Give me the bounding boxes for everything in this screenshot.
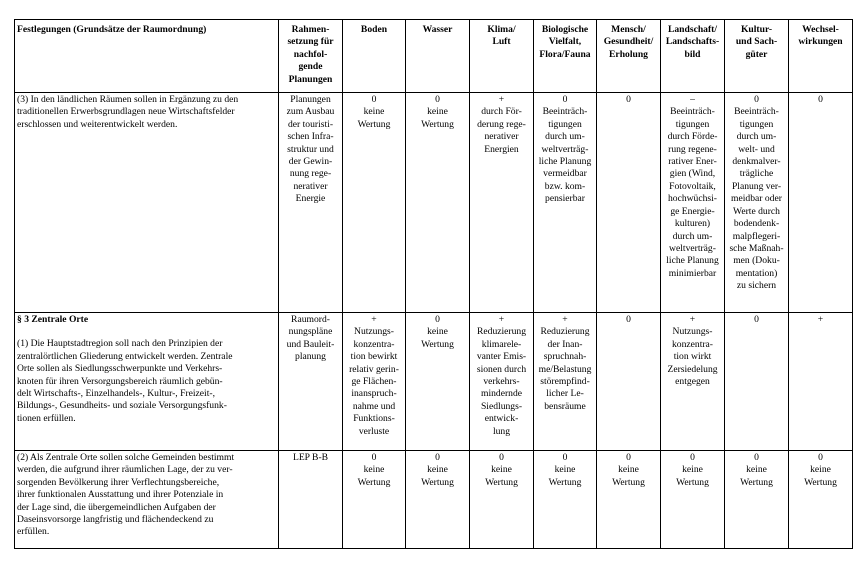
cell-wasser: 0 keine Wertung — [406, 451, 470, 549]
header-mensch-gesundheit: Mensch/ Gesundheit/ Erholung — [597, 20, 661, 93]
header-landschaft: Landschaft/ Landschafts- bild — [661, 20, 725, 93]
cell-mensch-gesundheit: 0 — [597, 313, 661, 451]
cell-biologische-vielfalt: 0 Beeinträch- tigungen durch um- weltverträg- liche Planung vermeidbar bzw. kom- pensierbar — [534, 93, 597, 313]
header-klima-luft: Klima/ Luft — [470, 20, 534, 93]
cell-landschaft: + Nutzungs- konzentra- tion wirkt Zersiedelung entgegen — [661, 313, 725, 451]
table-row — [15, 93, 853, 313]
assessment-table — [14, 19, 853, 549]
cell-boden: 0 keine Wertung — [343, 93, 406, 313]
cell-landschaft: 0 keine Wertung — [661, 451, 725, 549]
header-festlegungen: Festlegungen (Grundsätze der Raumordnung) — [15, 20, 279, 93]
header-wechselwirkungen: Wechsel- wirkungen — [789, 20, 853, 93]
cell-rahmensetzung: Planungen zum Ausbau der touristi- schen Infra- struktur und der Gewin- nung rege- nerativer Energie — [279, 93, 343, 313]
header-kultur-sachgueter: Kultur- und Sach- güter — [725, 20, 789, 93]
cell-klima-luft: + durch För- derung rege- nerativer Energien — [470, 93, 534, 313]
header-boden: Boden — [343, 20, 406, 93]
cell-rahmensetzung: LEP B-B — [279, 451, 343, 549]
table-row — [15, 313, 853, 451]
cell-klima-luft: + Reduzierung klimarele- vanter Emis- sionen durch verkehrs- mindernde Siedlungs- entwick- lung — [470, 313, 534, 451]
header-biologische-vielfalt: Biologische Vielfalt, Flora/Fauna — [534, 20, 597, 93]
cell-wechselwirkungen: 0 keine Wertung — [789, 451, 853, 549]
cell-kultur-sachgueter: 0 Beeinträch- tigungen durch um- welt- und denkmalver- trägliche Planung ver- meidbar oder Werte durch bodendenk- malpflegeri- sche Maßnah- men (Doku- mentation) zu sichern — [725, 93, 789, 313]
header-row — [15, 20, 853, 93]
row-festlegung-cell — [15, 451, 279, 549]
row-festlegung-text: (1) Die Hauptstadtregion soll nach den Prinzipien der zentralörtlichen Gliederung entwickelt werden. Zentrale Orte sollen als Siedlungsschwerpunkte und Verkehrs- knoten für ihren Versorgungsbereich räumlich gebün- delt Wirtschafts-, Einzelhandels-, Kultur-, Freizeit-, Bildungs-, Gesundheits- und soziale Versorgungsfunk- tionen erfüllen. — [17, 338, 233, 424]
cell-wechselwirkungen: + — [789, 313, 853, 451]
table-row — [15, 451, 853, 549]
cell-rahmensetzung: Raumord- nungspläne und Bauleit- planung — [279, 313, 343, 451]
cell-wasser: 0 keine Wertung — [406, 313, 470, 451]
cell-kultur-sachgueter: 0 — [725, 313, 789, 451]
cell-biologische-vielfalt: + Reduzierung der Inan- spruchnah- me/Belastung störempfind- licher Le- bensräume — [534, 313, 597, 451]
cell-wasser: 0 keine Wertung — [406, 93, 470, 313]
cell-biologische-vielfalt: 0 keine Wertung — [534, 451, 597, 549]
cell-klima-luft: 0 keine Wertung — [470, 451, 534, 549]
header-rahmensetzung: Rahmen- setzung für nachfol- gende Planungen — [279, 20, 343, 93]
cell-landschaft: – Beeinträch- tigungen durch Förde- rung regene- rativer Ener- gien (Wind, Fotovoltaik, hochwüchsi- ge Energie- kulturen) durch um- weltverträg- liche Planung minimierbar — [661, 93, 725, 313]
cell-boden: + Nutzungs- konzentra- tion bewirkt relativ gerin- ge Flächen- inanspruch- nahme und Funktions- verluste — [343, 313, 406, 451]
cell-mensch-gesundheit: 0 keine Wertung — [597, 451, 661, 549]
cell-kultur-sachgueter: 0 keine Wertung — [725, 451, 789, 549]
row-festlegung-text: (2) Als Zentrale Orte sollen solche Gemeinden bestimmt werden, die aufgrund ihrer räumlichen Lage, der zu ver- sorgenden Bevölkerung ihrer Verflechtungsbereiche, ihrer funktionalen Ausstattung und ihrer Potenziale in der Lage sind, die übergemeindlichen Aufgaben der Daseinsvorsorge langfristig und flächendeckend zu erfüllen. — [17, 452, 235, 538]
row-festlegung-cell — [15, 313, 279, 451]
cell-mensch-gesundheit: 0 — [597, 93, 661, 313]
cell-wechselwirkungen: 0 — [789, 93, 853, 313]
cell-boden: 0 keine Wertung — [343, 451, 406, 549]
row-festlegung-text: (3) In den ländlichen Räumen sollen in Ergänzung zu den traditionellen Erwerbsgrundlagen neue Wirtschaftsfelder erschlossen und weiterentwickelt werden. — [17, 94, 239, 130]
row-festlegung-cell — [15, 93, 279, 313]
header-wasser: Wasser — [406, 20, 470, 93]
section-heading: § 3 Zentrale Orte — [17, 314, 89, 326]
